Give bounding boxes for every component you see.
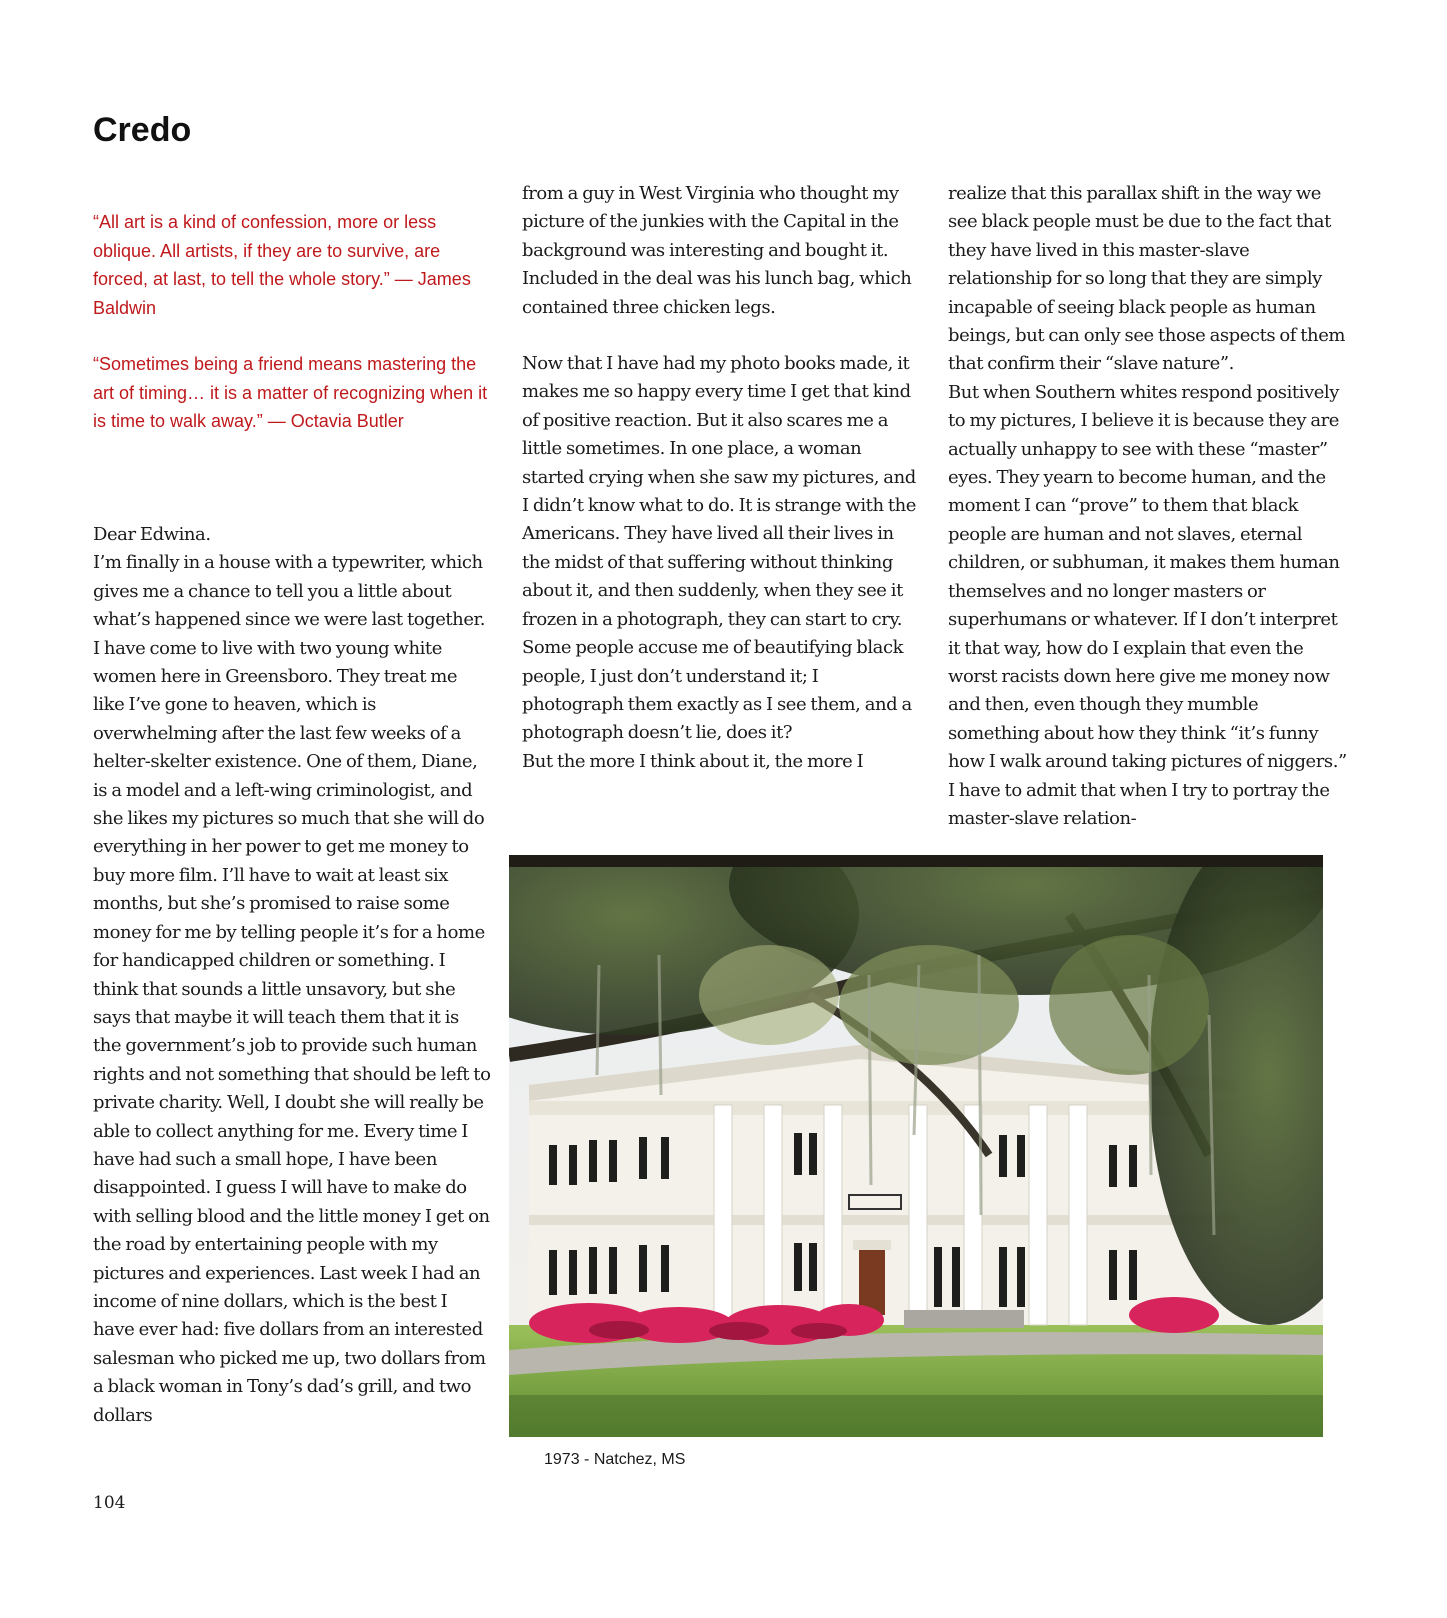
photo-caption: 1973 - Natchez, MS	[544, 1451, 686, 1468]
letter-paragraph-1: I’m finally in a house with a typewriter, which gives me a chance to tell you a little about what’s happened since we were last together. I have come to live with two young white women here in Greensboro. They treat me like I’ve gone to heaven, which is overwhelming after the last few weeks of a helter-skelter existence. One of them, Diane, is a model and a left-wing criminologist, and she likes my pictures so much that she will do everything in her power to get me money to buy more film. I’ll have to wait at least six months, but she’s promised to raise some money for me by telling people it’s for a home for handicapped children or something. I think that sounds a little unsavory, but she says that maybe it will teach them that it is the government’s job to provide such human rights and not something that should be left to private charity. Well, I doubt she will really be able to collect anything for me. Every time I have had such a small hope, I have been disappointed. I guess I will have to make do with selling blood and the little money I get on the road by entertaining people with my pictures and experiences. Last week I had an income of nine dollars, which is the best I have ever had: five dollars from an interested salesman who picked me up, two dollars from a black woman in Tony’s dad’s grill, and two dollars	[93, 552, 491, 1426]
letter-paragraph-3: But the more I think about it, the more I	[522, 750, 864, 772]
letter-column-1	[93, 521, 491, 1451]
letter-paragraph-3-continued: realize that this parallax shift in the way we see black people must be due to the fact that they have lived in this master-slave relationship for so long that they are simply incapable of seeing black people as human beings, but can only see those aspects of them that confirm their “slave nature”.	[948, 183, 1346, 375]
epigraphs	[93, 208, 493, 464]
page-number: 104	[93, 1493, 126, 1513]
letter-paragraph-4: But when Southern whites respond positively to my pictures, I believe it is because they are actually unhappy to see with these “master” eyes. They yearn to become human, and the moment I can “prove” to them that black people are human and not slaves, eternal children, or subhuman, it makes them human themselves and no longer masters or superhumans or whatever. If I don’t interpret it that way, how do I explain that even the worst racists down here give me money now and then, even though they mumble something about how they think “it’s funny how I walk around taking pictures of niggers.” I have to admit that when I try to portray the master-slave relation-	[948, 381, 1347, 829]
letter-column-3	[948, 180, 1352, 830]
letter-paragraph-2: Now that I have had my photo books made, it makes me so happy every time I get that kind of positive reaction. But it also scares me a little sometimes. In one place, a woman started crying when she saw my pictures, and I didn’t know what to do. It is strange with the Americans. They have lived all their lives in the midst of that suffering without thinking about it, and then suddenly, when they see it frozen in a photograph, they can start to cry. Some people accuse me of beautifying black people, I just don’t understand it; I photograph them exactly as I see them, and a photograph doesn’t lie, does it?	[522, 353, 917, 744]
photo-plantation-house	[509, 855, 1323, 1437]
letter-column-2	[522, 180, 922, 830]
photo-illustration	[509, 855, 1323, 1437]
epigraph-butler: “Sometimes being a friend means mastering the art of timing… it is a matter of recognizing when it is time to walk away.” — Octavia Butler	[93, 354, 488, 431]
page-title: Credo	[93, 111, 192, 149]
epigraph-baldwin: “All art is a kind of confession, more or less oblique. All artists, if they are to survive, are forced, at last, to tell the whole story.” — James Baldwin	[93, 212, 471, 318]
letter-paragraph-1-continued: from a guy in West Virginia who thought my picture of the junkies with the Capital in the background was interesting and bought it. Included in the deal was his lunch bag, which contained three chicken legs.	[522, 183, 912, 318]
letter-salutation: Dear Edwina.	[93, 524, 211, 545]
